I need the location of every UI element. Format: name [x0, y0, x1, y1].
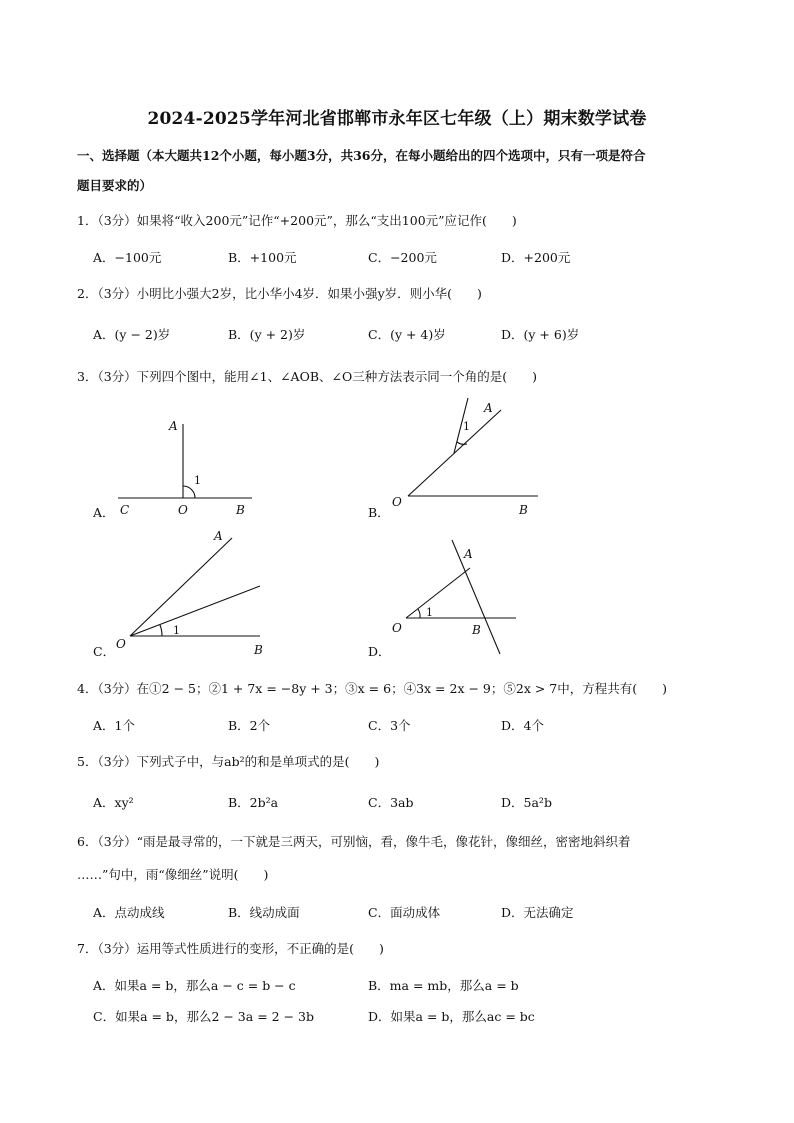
q5-option-d[interactable]: D．5a²b: [501, 795, 552, 810]
q6-option-c[interactable]: C．面动成体: [368, 905, 441, 920]
fig-b-label-b: B: [519, 503, 528, 517]
q7-option-d[interactable]: D．如果a = b，那么ac = bc: [368, 1009, 535, 1024]
fig-a-label-1: 1: [194, 474, 201, 487]
fig-a-label-c: C: [120, 503, 130, 517]
fig-c-ray-middle: [130, 586, 260, 636]
fig-b-label-o: O: [392, 495, 402, 509]
question-2-stem: 2．（3分）小明比小强大2岁，比小华小4岁．如果小强y岁．则小华( ): [77, 286, 482, 301]
section-heading-line1: 一、选择题（本大题共12个小题，每小题3分，共36分，在每小题给出的四个选项中，只有一项是符合: [77, 148, 646, 163]
q3-option-a[interactable]: A．: [93, 505, 115, 520]
q2-option-a[interactable]: A．(y − 2)岁: [93, 327, 171, 342]
question-3-stem: 3．（3分）下列四个图中，能用∠1、∠AOB、∠O三种方法表示同一个角的是( ): [77, 369, 537, 384]
q3-option-c[interactable]: C．: [93, 644, 116, 659]
fig-d-ray-oa: [406, 568, 470, 618]
fig-b-label-1: 1: [463, 420, 470, 433]
fig-d-label-1: 1: [426, 606, 433, 619]
q7-option-a[interactable]: A．如果a = b，那么a − c = b − c: [93, 978, 296, 993]
question-1-stem: 1．（3分）如果将“收入200元”记作“+200元”，那么“支出100元”应记作( ): [77, 213, 517, 228]
fig-c-label-1: 1: [173, 624, 180, 637]
q4-option-b[interactable]: B．2个: [228, 718, 271, 733]
fig-b-label-a: A: [484, 401, 493, 415]
q6-option-d[interactable]: D．无法确定: [501, 905, 574, 920]
fig-a-angle-arc: [183, 486, 195, 498]
fig-c-angle-arc: [160, 625, 162, 636]
q2-option-b[interactable]: B．(y + 2)岁: [228, 327, 306, 342]
question-5-stem: 5．（3分）下列式子中，与ab²的和是单项式的是( ): [77, 754, 380, 769]
q4-option-d[interactable]: D．4个: [501, 718, 544, 733]
question-7-stem: 7．（3分）运用等式性质进行的变形，不正确的是( ): [77, 941, 384, 956]
q4-option-c[interactable]: C．3个: [368, 718, 411, 733]
q3-figure-a: [108, 410, 258, 520]
fig-d-label-a: A: [464, 547, 473, 561]
fig-c-label-a: A: [214, 529, 223, 543]
q5-option-a[interactable]: A．xy²: [93, 795, 134, 810]
fig-d-label-b: B: [472, 623, 481, 637]
q1-option-d[interactable]: D．+200元: [501, 250, 571, 265]
q5-option-b[interactable]: B．2b²a: [228, 795, 279, 810]
q4-option-a[interactable]: A．1个: [93, 718, 135, 733]
fig-a-label-a: A: [169, 419, 178, 433]
q2-option-c[interactable]: C．(y + 4)岁: [368, 327, 446, 342]
fig-a-label-o: O: [178, 503, 188, 517]
q2-option-d[interactable]: D．(y + 6)岁: [501, 327, 580, 342]
fig-a-label-b: B: [236, 503, 245, 517]
fig-c-label-b: B: [254, 643, 263, 657]
fig-d-angle-arc: [418, 609, 420, 618]
question-6-stem: 6．（3分）“雨是最寻常的，一下就是三两天，可别恼，看，像牛毛，像花针，像细丝，密密地斜织着: [77, 834, 631, 849]
fig-c-ray-oa: [130, 538, 232, 636]
q6-option-a[interactable]: A．点动成线: [93, 905, 165, 920]
q7-option-b[interactable]: B．ma = mb，那么a = b: [368, 978, 519, 993]
q1-option-b[interactable]: B．+100元: [228, 250, 297, 265]
q3-option-b[interactable]: B．: [368, 505, 390, 520]
q7-option-c[interactable]: C．如果a = b，那么2 − 3a = 2 − 3b: [93, 1009, 314, 1024]
q6-option-b[interactable]: B．线动成面: [228, 905, 300, 920]
q5-option-c[interactable]: C．3ab: [368, 795, 414, 810]
q3-figure-b: [386, 394, 546, 520]
question-6-stem-line2: ……”句中，雨“像细丝”说明( ): [77, 867, 269, 882]
q3-figure-d: [388, 536, 523, 660]
q1-option-a[interactable]: A．−100元: [93, 250, 162, 265]
fig-d-label-o: O: [392, 621, 402, 635]
q1-option-c[interactable]: C．−200元: [368, 250, 437, 265]
page-title: 2024-2025学年河北省邯郸市永年区七年级（上）期末数学试卷: [147, 109, 647, 129]
q3-figure-c: [112, 524, 267, 658]
question-4-stem: 4．（3分）在①2 − 5；②1 + 7x = −8y + 3；③x = 6；④3x = 2x − 9；⑤2x > 7中，方程共有( ): [77, 681, 667, 696]
fig-c-label-o: O: [116, 637, 126, 651]
section-heading-line2: 题目要求的）: [77, 178, 153, 193]
q3-option-d[interactable]: D．: [368, 644, 391, 659]
